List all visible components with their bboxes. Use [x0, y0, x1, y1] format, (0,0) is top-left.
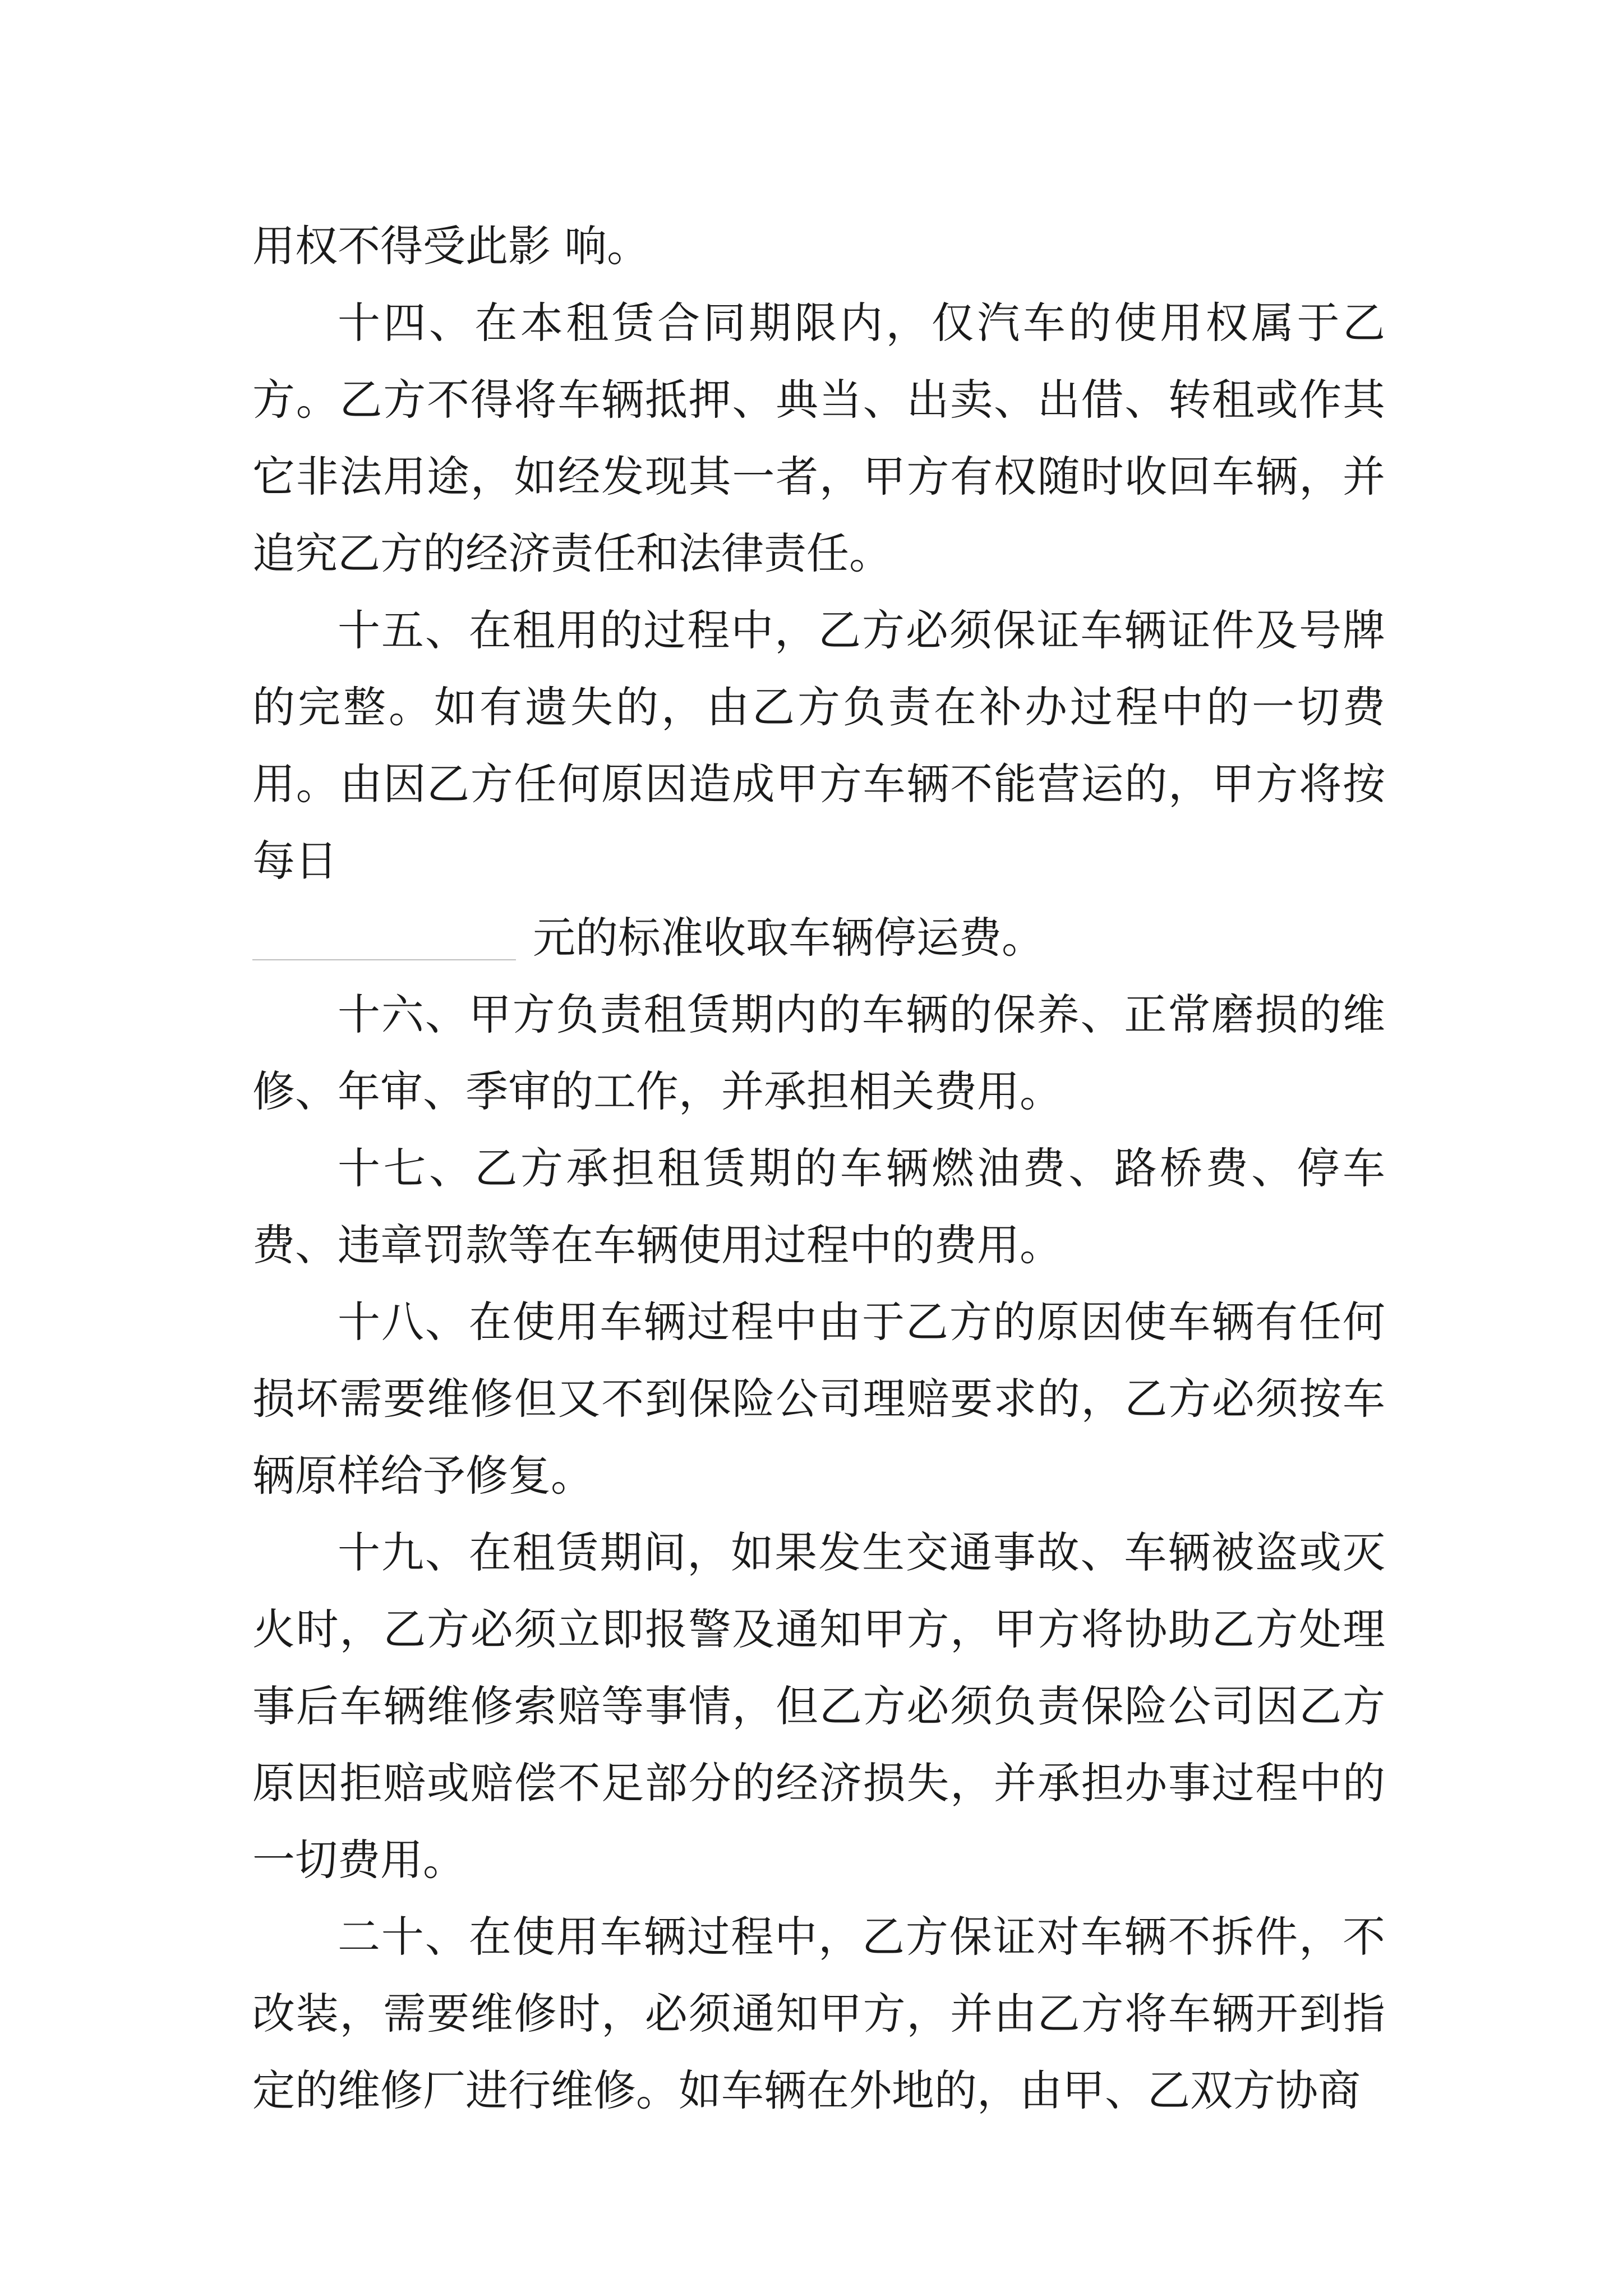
paragraph-17: 十七、乙方承担租赁期的车辆燃油费、路桥费、停车费、违章罚款等在车辆使用过程中的费用。 [252, 1143, 1385, 1270]
paragraph-18: 十八、在使用车辆过程中由于乙方的原因使车辆有任何损坏需要维修但又不到保险公司理赔要求的，乙方必须按车辆原样给予修复。 [252, 1297, 1385, 1501]
contract-body [252, 208, 1385, 2129]
paragraph-15 [252, 592, 1385, 976]
paragraph-15-text: 十五、在租用的过程中，乙方必须保证车辆证件及号牌的完整。如有遗失的，由乙方负责在补办过程中的一切费用。由因乙方任何原因造成甲方车辆不能营运的，甲方将按每日 [252, 605, 1385, 886]
fee-blank-line [252, 959, 516, 960]
paragraph-13-continuation: 用权不得受此影 响。 [252, 221, 650, 271]
paragraph-16: 十六、甲方负责租赁期内的车辆的保养、正常磨损的维修、年审、季审的工作，并承担相关费用。 [252, 990, 1385, 1116]
paragraph-20: 二十、在使用车辆过程中，乙方保证对车辆不拆件，不改装，需要维修时，必须通知甲方，并由乙方将车辆开到指定的维修厂进行维修。如车辆在外地的，由甲、乙双方协商 [252, 1912, 1385, 2115]
paragraph-15-text-end: 元的标准收取车辆停运费。 [533, 913, 1044, 963]
paragraph-19: 十九、在租赁期间，如果发生交通事故、车辆被盗或灭火时，乙方必须立即报警及通知甲方，甲方将协助乙方处理事后车辆维修索赔等事情，但乙方必须负责保险公司因乙方原因拒赔或赔偿不足部分的经济损失，并承担办事过程中的一切费用。 [252, 1527, 1385, 1885]
paragraph-14: 十四、在本租赁合同期限内，仅汽车的使用权属于乙方。乙方不得将车辆抵押、典当、出卖、出借、转租或作其它非法用途，如经发现其一者，甲方有权随时收回车辆，并追究乙方的经济责任和法律责任。 [252, 298, 1385, 578]
